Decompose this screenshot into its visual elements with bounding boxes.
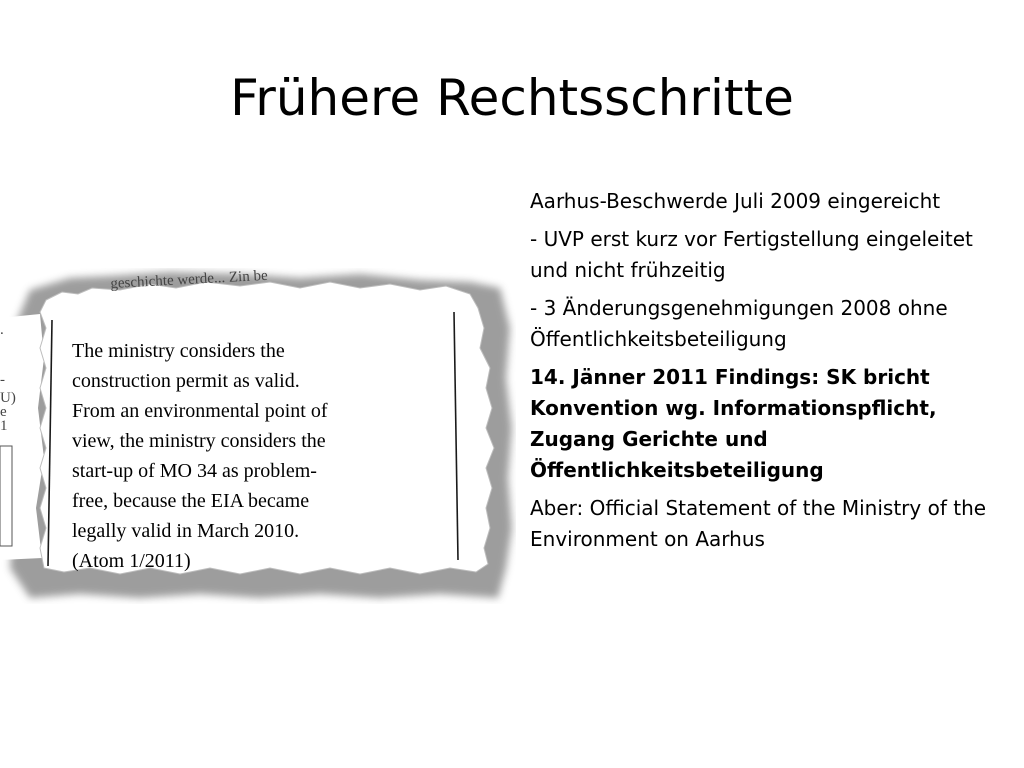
bullet-list [530, 186, 1000, 562]
clipping-torn-header-text: geschichte werde... Zin be [110, 267, 269, 292]
clipping-line: The ministry considers the [72, 340, 285, 362]
clipping-left-fragment: - [0, 372, 5, 388]
clipping-line: construction permit as valid. [72, 370, 300, 392]
clipping-line: view, the ministry considers the [72, 430, 326, 452]
clipping-left-fragment: . [0, 322, 4, 338]
clipping-quote-text [72, 336, 417, 576]
clipping-left-fragment: e [0, 404, 7, 420]
clipping-line: start-up of MO 34 as problem- [72, 460, 317, 482]
clipping-line: legally valid in March 2010. [72, 520, 300, 542]
paper-left-piece [0, 314, 44, 560]
bullet-change-permits: - 3 Änderungsgenehmigungen 2008 ohne Öffentlichkeitsbeteiligung [530, 296, 948, 351]
clipping-line: From an environmental point of [72, 400, 328, 422]
bullet-official-statement: Aber: Official Statement of the Ministry of the Environment on Aarhus [530, 496, 987, 551]
clipping-left-fragment: 1 [0, 418, 8, 434]
clipping-left-fragment: U) [0, 390, 16, 406]
bullet-aarhus-complaint: Aarhus-Beschwerde Juli 2009 eingereicht [530, 189, 941, 213]
bullet-findings: 14. Jänner 2011 Findings: SK bricht Konvention wg. Informationspflicht, Zugang Gerichte und Öffentlichkeitsbeteiligung [530, 365, 937, 482]
slide-title: Frühere Rechtsschritte [230, 69, 794, 127]
clipping-line: free, because the EIA became [72, 490, 310, 512]
clipping-line: (Atom 1/2011) [72, 550, 191, 572]
bullet-uvp-late: - UVP erst kurz vor Fertigstellung eingeleitet und nicht frühzeitig [530, 227, 973, 282]
